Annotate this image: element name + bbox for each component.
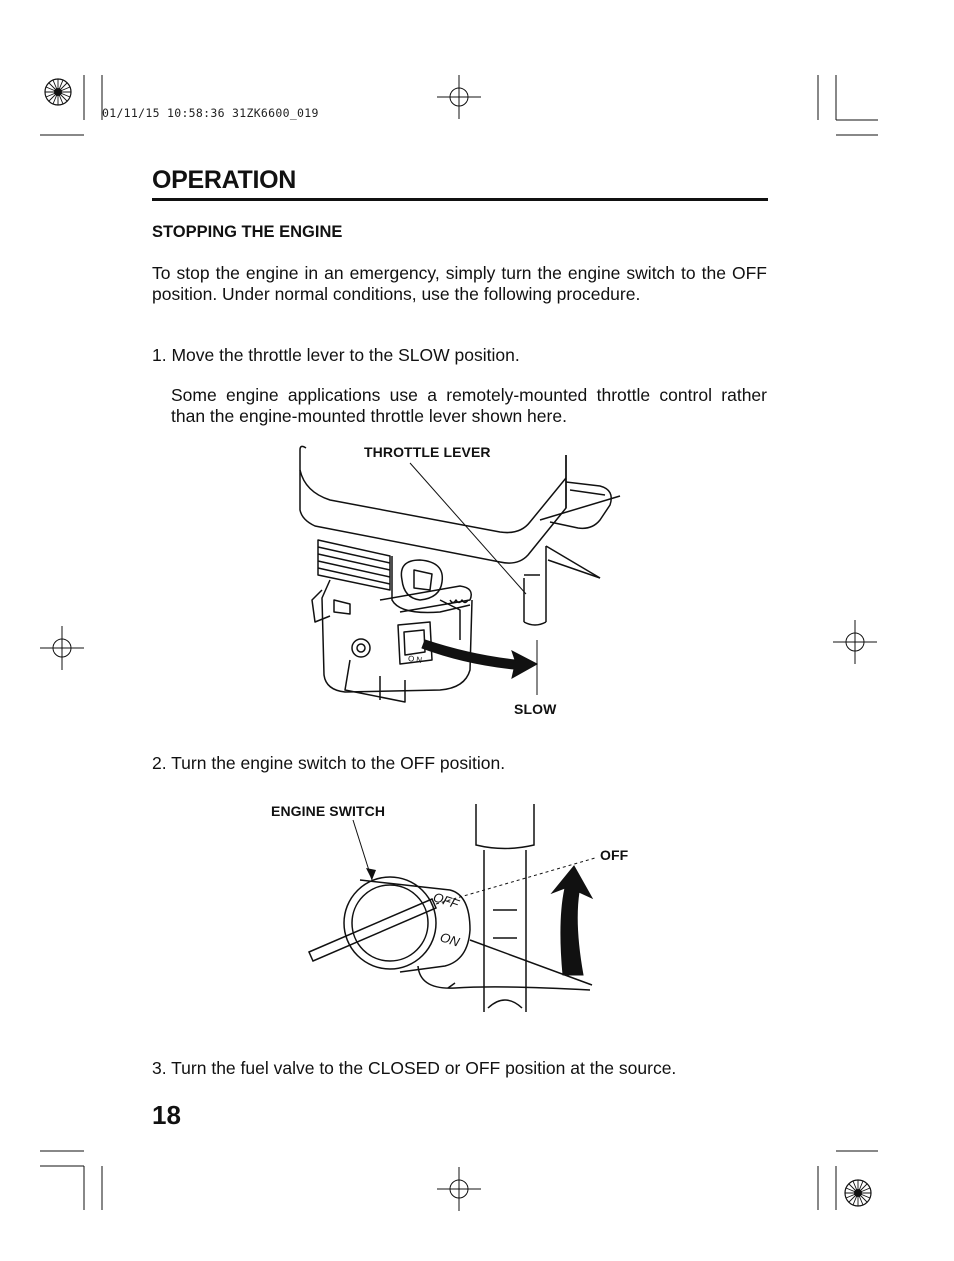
- dial-on-marking: ON: [438, 929, 462, 950]
- off-rotation-arrow: [552, 866, 592, 975]
- throttle-lever-callout: THROTTLE LEVER: [364, 444, 491, 460]
- subsection-title: STOPPING THE ENGINE: [152, 223, 343, 241]
- print-timestamp: 01/11/15 10:58:36 31ZK6600_019: [102, 106, 319, 120]
- title-rule: [152, 198, 768, 201]
- section-title: OPERATION: [152, 166, 297, 194]
- step-3: 3. Turn the fuel valve to the CLOSED or OFF position at the source.: [152, 1058, 677, 1078]
- registration-starburst-bottom-right: [845, 1180, 871, 1206]
- dial-off-marking: OFF: [431, 889, 461, 912]
- step-2: 2. Turn the engine switch to the OFF position.: [152, 753, 506, 773]
- slow-callout: SLOW: [514, 701, 557, 717]
- engine-switch-callout: ENGINE SWITCH: [271, 803, 386, 819]
- step-1-note: Some engine applications use a remotely-mounted throttle control rather than the engine-mounted throttle lever shown here.: [171, 385, 767, 426]
- off-callout: OFF: [600, 847, 629, 863]
- switch-on-marking: ON: [407, 653, 425, 666]
- crosshair-marks: [40, 75, 877, 1211]
- crop-marks: [40, 75, 878, 1210]
- intro-paragraph: To stop the engine in an emergency, simply turn the engine switch to the OFF position. Under normal conditions, use the following procedure.: [152, 263, 767, 304]
- slow-direction-arrow: [422, 640, 537, 678]
- step-1: 1. Move the throttle lever to the SLOW position.: [152, 345, 520, 365]
- throttle-lever-illustration: [300, 446, 620, 702]
- registration-starburst-top-left: [45, 79, 71, 105]
- page-number: 18: [152, 1100, 181, 1130]
